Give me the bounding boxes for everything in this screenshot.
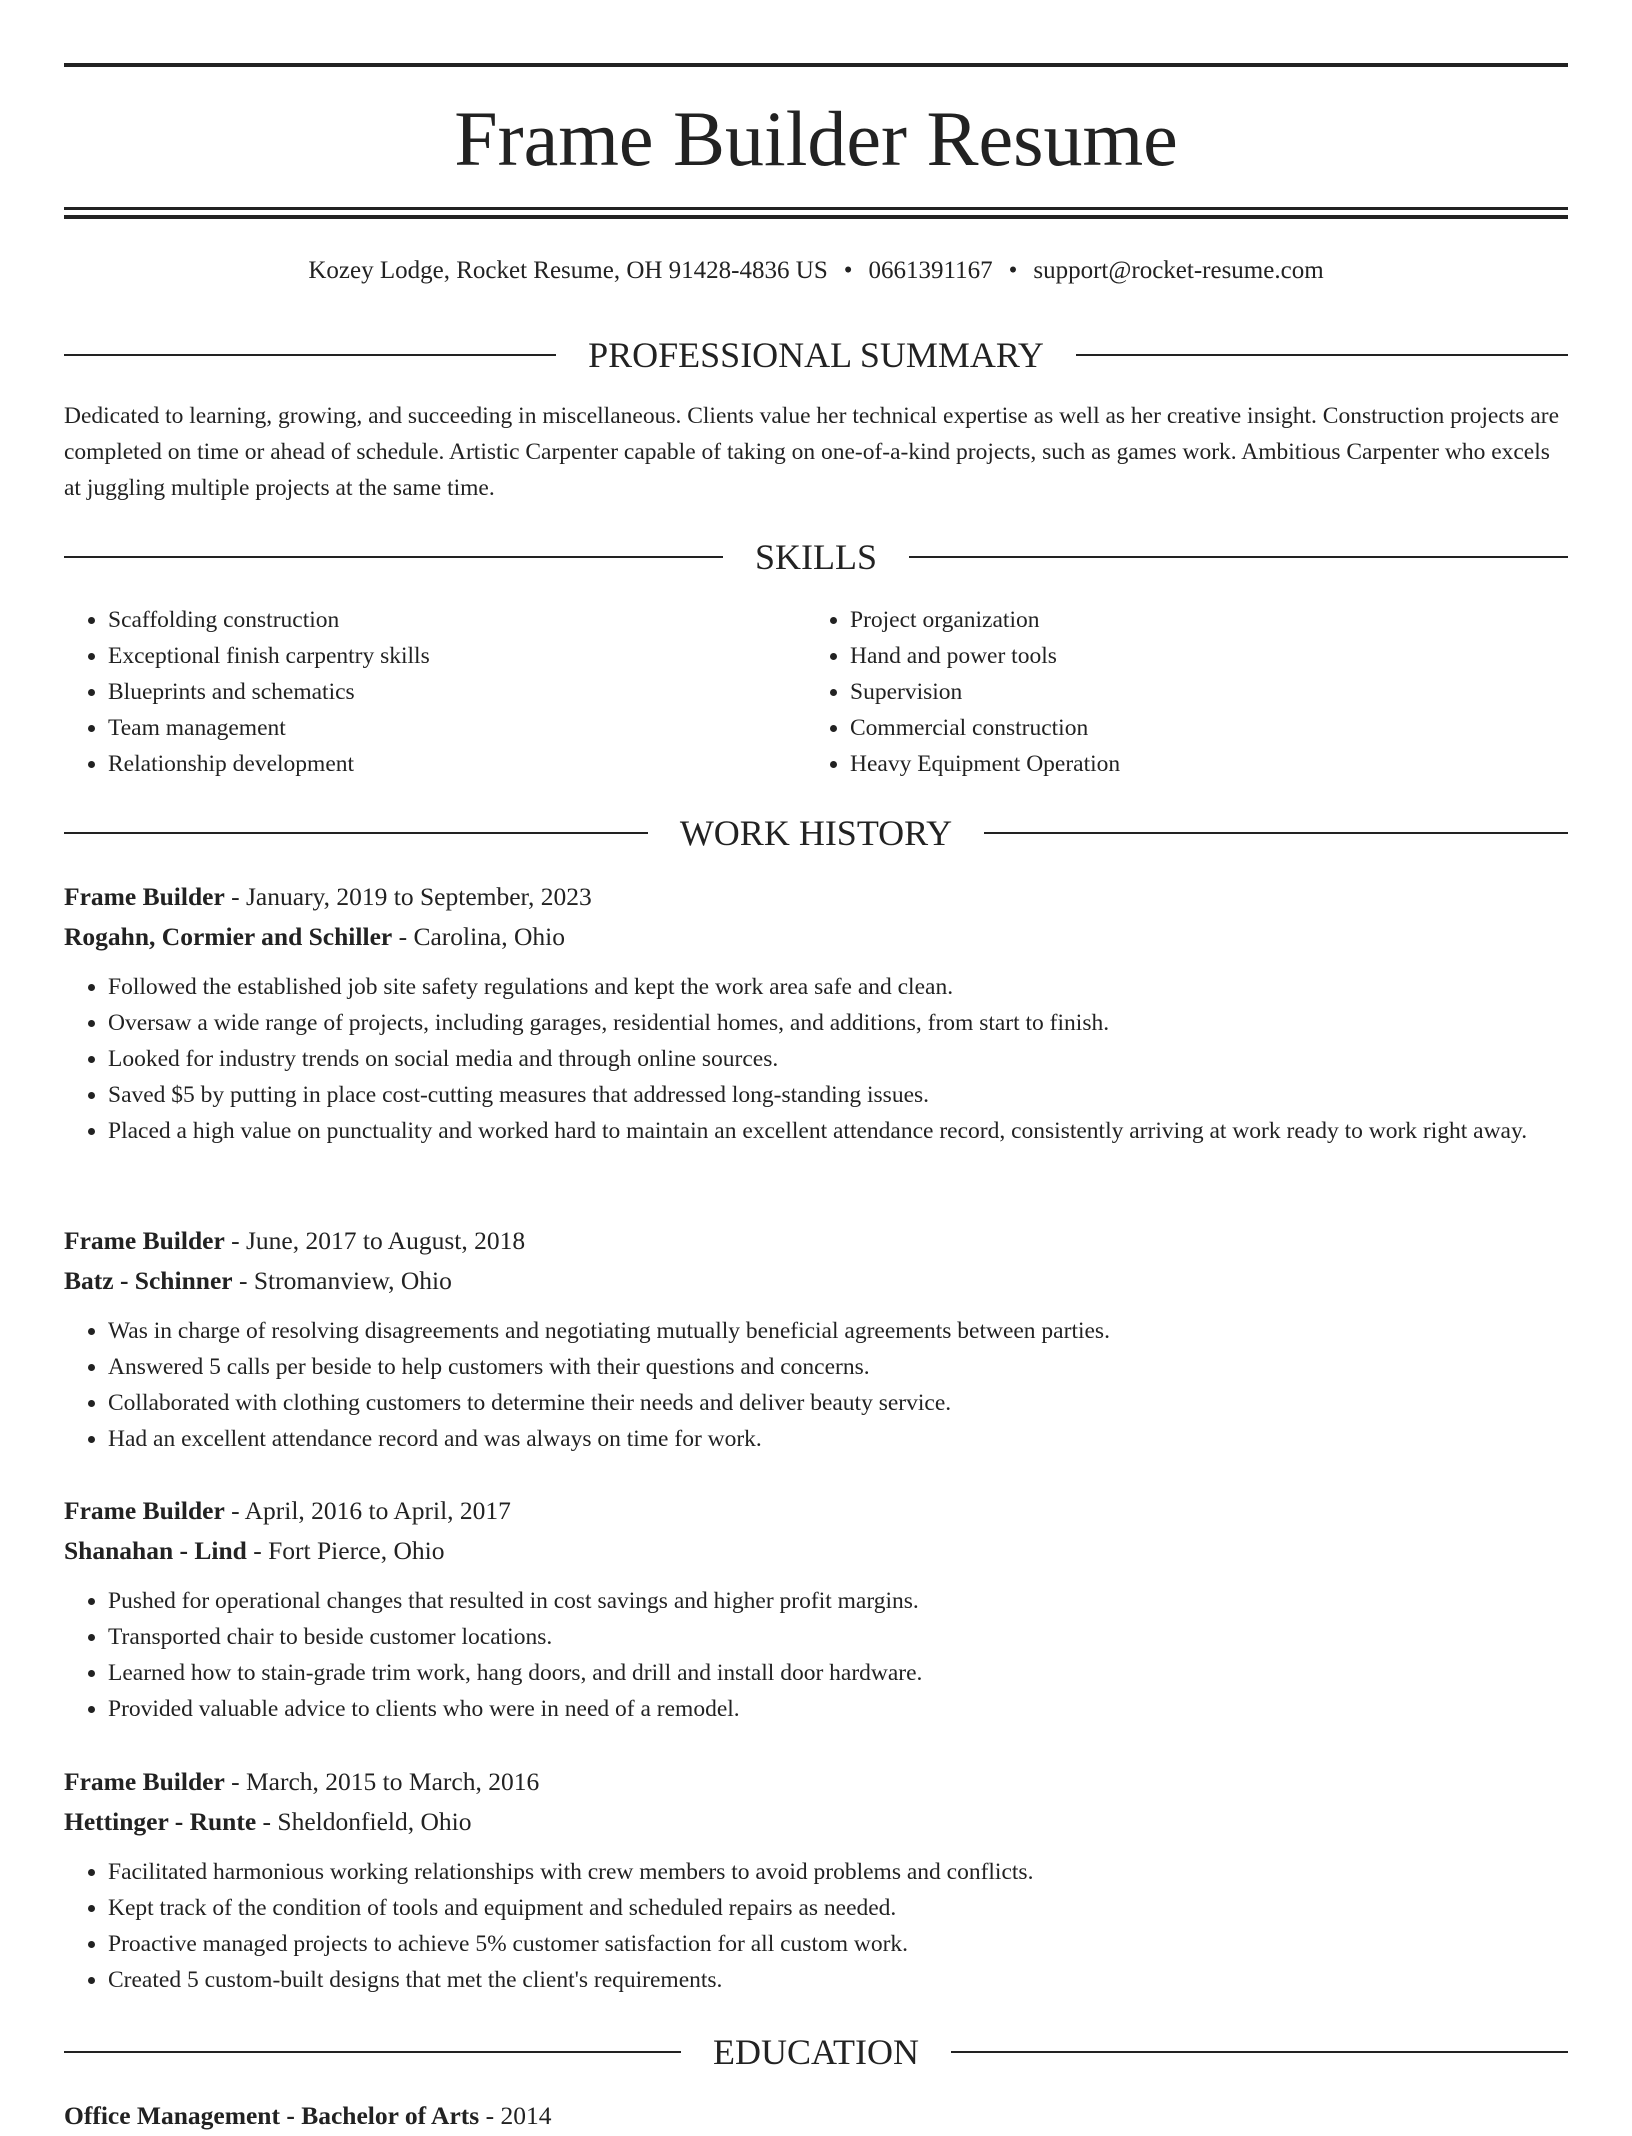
job-title: Frame Builder: [64, 1767, 225, 1796]
job-duty: • Created 5 custom-built designs that met the client's requirements.: [108, 1962, 1568, 1998]
job-company: Hettinger - Runte: [64, 1807, 257, 1836]
education-degree: Office Management - Bachelor of Arts: [64, 2101, 480, 2130]
job-dates: - June, 2017 to August, 2018: [224, 1226, 526, 1255]
skill-item: • Supervision: [850, 674, 1548, 710]
section-header-skills: [64, 532, 1568, 582]
contact-separator: •: [843, 257, 853, 284]
job-duties: [64, 1854, 1568, 1998]
job-company-line: [64, 1261, 1568, 1301]
job-title: Frame Builder: [64, 1496, 225, 1525]
skill-item: • Heavy Equipment Operation: [850, 746, 1548, 782]
job-duty: • Placed a high value on punctuality and worked hard to maintain an excellent attendance record, consistently arriving at work ready to work right away.: [108, 1113, 1568, 1149]
job-duty: • Provided valuable advice to clients who were in need of a remodel.: [108, 1691, 1568, 1727]
job-duty: • Saved $5 by putting in place cost-cutting measures that addressed long-standing issues.: [108, 1077, 1568, 1113]
job-dates: - January, 2019 to September, 2023: [224, 882, 592, 911]
skill-item: • Scaffolding construction: [108, 602, 806, 638]
contact-separator: •: [1008, 257, 1018, 284]
section-title-skills: SKILLS: [755, 537, 878, 577]
job-location: - Stromanview, Ohio: [232, 1266, 452, 1295]
section-rule-left: [64, 832, 648, 834]
contact-line: [0, 254, 1632, 288]
section-rule-right: [951, 2051, 1568, 2053]
top-rule: [64, 63, 1568, 67]
job-entry: [64, 1221, 1568, 1457]
job-duties: [64, 1313, 1568, 1457]
section-rule-left: [64, 2051, 681, 2053]
job-location: - Carolina, Ohio: [392, 922, 566, 951]
title-double-rule-lower: [64, 215, 1568, 219]
section-rule-right: [1076, 354, 1568, 356]
section-rule-right: [984, 832, 1568, 834]
job-duty: • Answered 5 calls per beside to help customers with their questions and concerns.: [108, 1349, 1568, 1385]
job-company-line: [64, 1531, 1568, 1571]
skill-item: • Project organization: [850, 602, 1548, 638]
skill-item: • Relationship development: [108, 746, 806, 782]
job-location: - Fort Pierce, Ohio: [246, 1536, 445, 1565]
skills-list: [64, 602, 1568, 782]
job-entry: [64, 877, 1568, 1149]
skill-item: • Blueprints and schematics: [108, 674, 806, 710]
job-duties: [64, 1583, 1568, 1727]
job-duty: • Oversaw a wide range of projects, including garages, residential homes, and additions, from start to finish.: [108, 1005, 1568, 1041]
job-duty: • Looked for industry trends on social media and through online sources.: [108, 1041, 1568, 1077]
skill-item: • Commercial construction: [850, 710, 1548, 746]
job-company: Shanahan - Lind: [64, 1536, 247, 1565]
job-dates: - April, 2016 to April, 2017: [224, 1496, 511, 1525]
job-company: Batz - Schinner: [64, 1266, 233, 1295]
job-duty: • Had an excellent attendance record and was always on time for work.: [108, 1421, 1568, 1457]
job-duty: • Facilitated harmonious working relationships with crew members to avoid problems and conflicts.: [108, 1854, 1568, 1890]
job-title-line: [64, 1221, 1568, 1261]
job-entry: [64, 1491, 1568, 1727]
section-rule-left: [64, 556, 723, 558]
contact-address: Kozey Lodge, Rocket Resume, OH 91428-4836 US: [308, 257, 828, 284]
job-duty: • Proactive managed projects to achieve 5% customer satisfaction for all custom work.: [108, 1926, 1568, 1962]
job-duty: • Pushed for operational changes that resulted in cost savings and higher profit margins.: [108, 1583, 1568, 1619]
section-title-work-history: WORK HISTORY: [679, 813, 953, 853]
job-duties: [64, 969, 1568, 1149]
job-title-line: [64, 1762, 1568, 1802]
job-company: Rogahn, Cormier and Schiller: [64, 922, 393, 951]
job-title-line: [64, 877, 1568, 917]
job-duty: • Was in charge of resolving disagreements and negotiating mutually beneficial agreements between parties.: [108, 1313, 1568, 1349]
skills-column-left: [64, 602, 806, 782]
job-title-line: [64, 1491, 1568, 1531]
job-title: Frame Builder: [64, 882, 225, 911]
skills-column-right: [806, 602, 1548, 782]
contact-email: support@rocket-resume.com: [1033, 257, 1324, 284]
section-rule-left: [64, 354, 556, 356]
summary-text: Dedicated to learning, growing, and succeeding in miscellaneous. Clients value her technical expertise as well as her creative insight. Construction projects are completed on time or ahead of schedule. Artistic Carpenter capable of taking on one-of-a-kind projects, such as games work. Ambitious Carpenter who excels at juggling multiple projects at the same time.: [64, 403, 1560, 501]
education-entry: [64, 2096, 1568, 2136]
page-title: Frame Builder Resume: [454, 95, 1178, 182]
skill-item: • Hand and power tools: [850, 638, 1548, 674]
job-title: Frame Builder: [64, 1226, 225, 1255]
job-duty: • Followed the established job site safety regulations and kept the work area safe and clean.: [108, 969, 1568, 1005]
section-header-summary: [64, 330, 1568, 380]
skill-item: • Exceptional finish carpentry skills: [108, 638, 806, 674]
job-entry: [64, 1762, 1568, 1998]
contact-phone: 0661391167: [868, 257, 993, 284]
job-location: - Sheldonfield, Ohio: [256, 1807, 472, 1836]
job-duty: • Learned how to stain-grade trim work, hang doors, and drill and install door hardware.: [108, 1655, 1568, 1691]
section-header-work-history: [64, 808, 1568, 858]
section-title-education: EDUCATION: [713, 2032, 919, 2072]
job-dates: - March, 2015 to March, 2016: [224, 1767, 540, 1796]
title-double-rule-upper: [64, 207, 1568, 210]
section-header-education: [64, 2027, 1568, 2077]
job-duty: • Collaborated with clothing customers to determine their needs and deliver beauty service.: [108, 1385, 1568, 1421]
section-rule-right: [909, 556, 1568, 558]
skill-item: • Team management: [108, 710, 806, 746]
job-company-line: [64, 1802, 1568, 1842]
job-duty: • Kept track of the condition of tools and equipment and scheduled repairs as needed.: [108, 1890, 1568, 1926]
section-title-summary: PROFESSIONAL SUMMARY: [588, 335, 1044, 375]
job-company-line: [64, 917, 1568, 957]
education-year: - 2014: [479, 2101, 552, 2130]
job-duty: • Transported chair to beside customer locations.: [108, 1619, 1568, 1655]
